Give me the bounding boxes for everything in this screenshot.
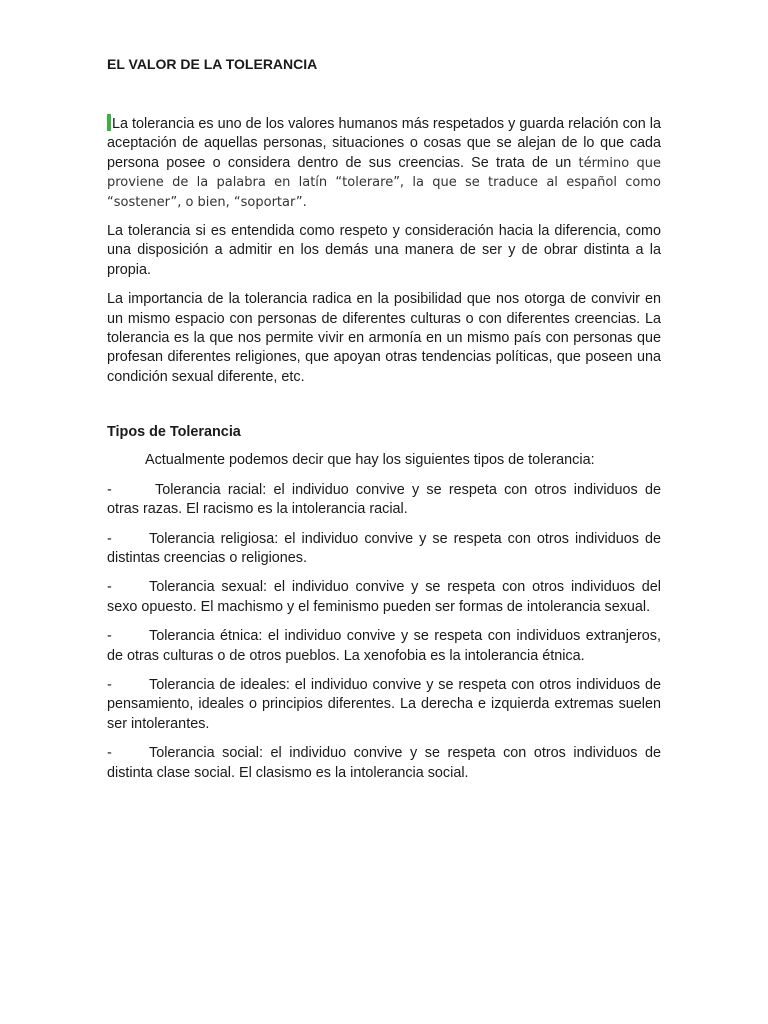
list-item-etnica [107,627,661,666]
list-item-ideales [107,676,661,734]
text-cursor [107,114,111,131]
document-page [107,52,661,783]
intro-paragraph [107,114,661,212]
list-marker: - [107,628,112,645]
list-item-sexual [107,578,661,617]
list-marker: - [107,579,112,596]
intro-text-b: término que proviene de la palabra en latín “tolerare”, la que se traduce al español como “sostener”, o bien, “soportar”. [107,155,661,210]
paragraph-2: La tolerancia si es entendida como respeto y consideración hacia la diferencia, como una disposición a admitir en los demás una manera de ser y de obrar distinta a la propia. [107,223,661,278]
list-item-text: Tolerancia de ideales: el individuo convive y se respeta con otros individuos de pensamiento, ideales o principios diferentes. La derecha e izquierda extremas suelen ser intolerantes. [107,676,661,732]
list-item-text: Tolerancia étnica: el individuo convive y se respeta con individuos extranjeros, de otras culturas o de otros pueblos. La xenofobia es la intolerancia étnica. [107,628,661,664]
list-item-social [107,744,661,783]
list-marker: - [107,745,112,762]
paragraph-3: La importancia de la tolerancia radica en la posibilidad que nos otorga de convivir en un mismo espacio con personas de diferentes culturas o con diferentes creencias. La tolerancia es la que nos permite vivir en armonía en un mismo país con personas que profesan diferentes religiones, que apoyan otras tendencias políticas, que poseen una condición sexual diferente, etc. [107,291,661,385]
list-item-text: Tolerancia social: el individuo convive y se respeta con otros individuos de distinta clase social. El clasismo es la intolerancia social. [107,745,661,781]
list-marker: - [107,676,112,693]
list-item-text: Tolerancia racial: el individuo convive y se respeta con otros individuos de otras razas. El racismo es la intolerancia racial. [107,481,661,518]
section-intro: Actualmente podemos decir que hay los siguientes tipos de tolerancia: [145,452,595,469]
list-item-religiosa [107,530,661,569]
list-marker: - [107,481,112,498]
document-title: EL VALOR DE LA TOLERANCIA [107,56,318,72]
list-item-racial [107,481,661,520]
section-title: Tipos de Tolerancia [107,424,241,441]
list-item-text: Tolerancia religiosa: el individuo convive y se respeta con otros individuos de distintas creencias o religiones. [107,530,661,566]
list-marker: - [107,530,112,547]
intro-text-a: La tolerancia es uno de los valores humanos más respetados y guarda relación con la aceptación de aquellas personas, situaciones o cosas que se alejan de lo que cada persona posee o considera dentro de sus creencias. Se trata de un [107,116,661,171]
list-item-text: Tolerancia sexual: el individuo convive y se respeta con otros individuos del sexo opuesto. El machismo y el feminismo pueden ser formas de intolerancia sexual. [107,579,661,615]
